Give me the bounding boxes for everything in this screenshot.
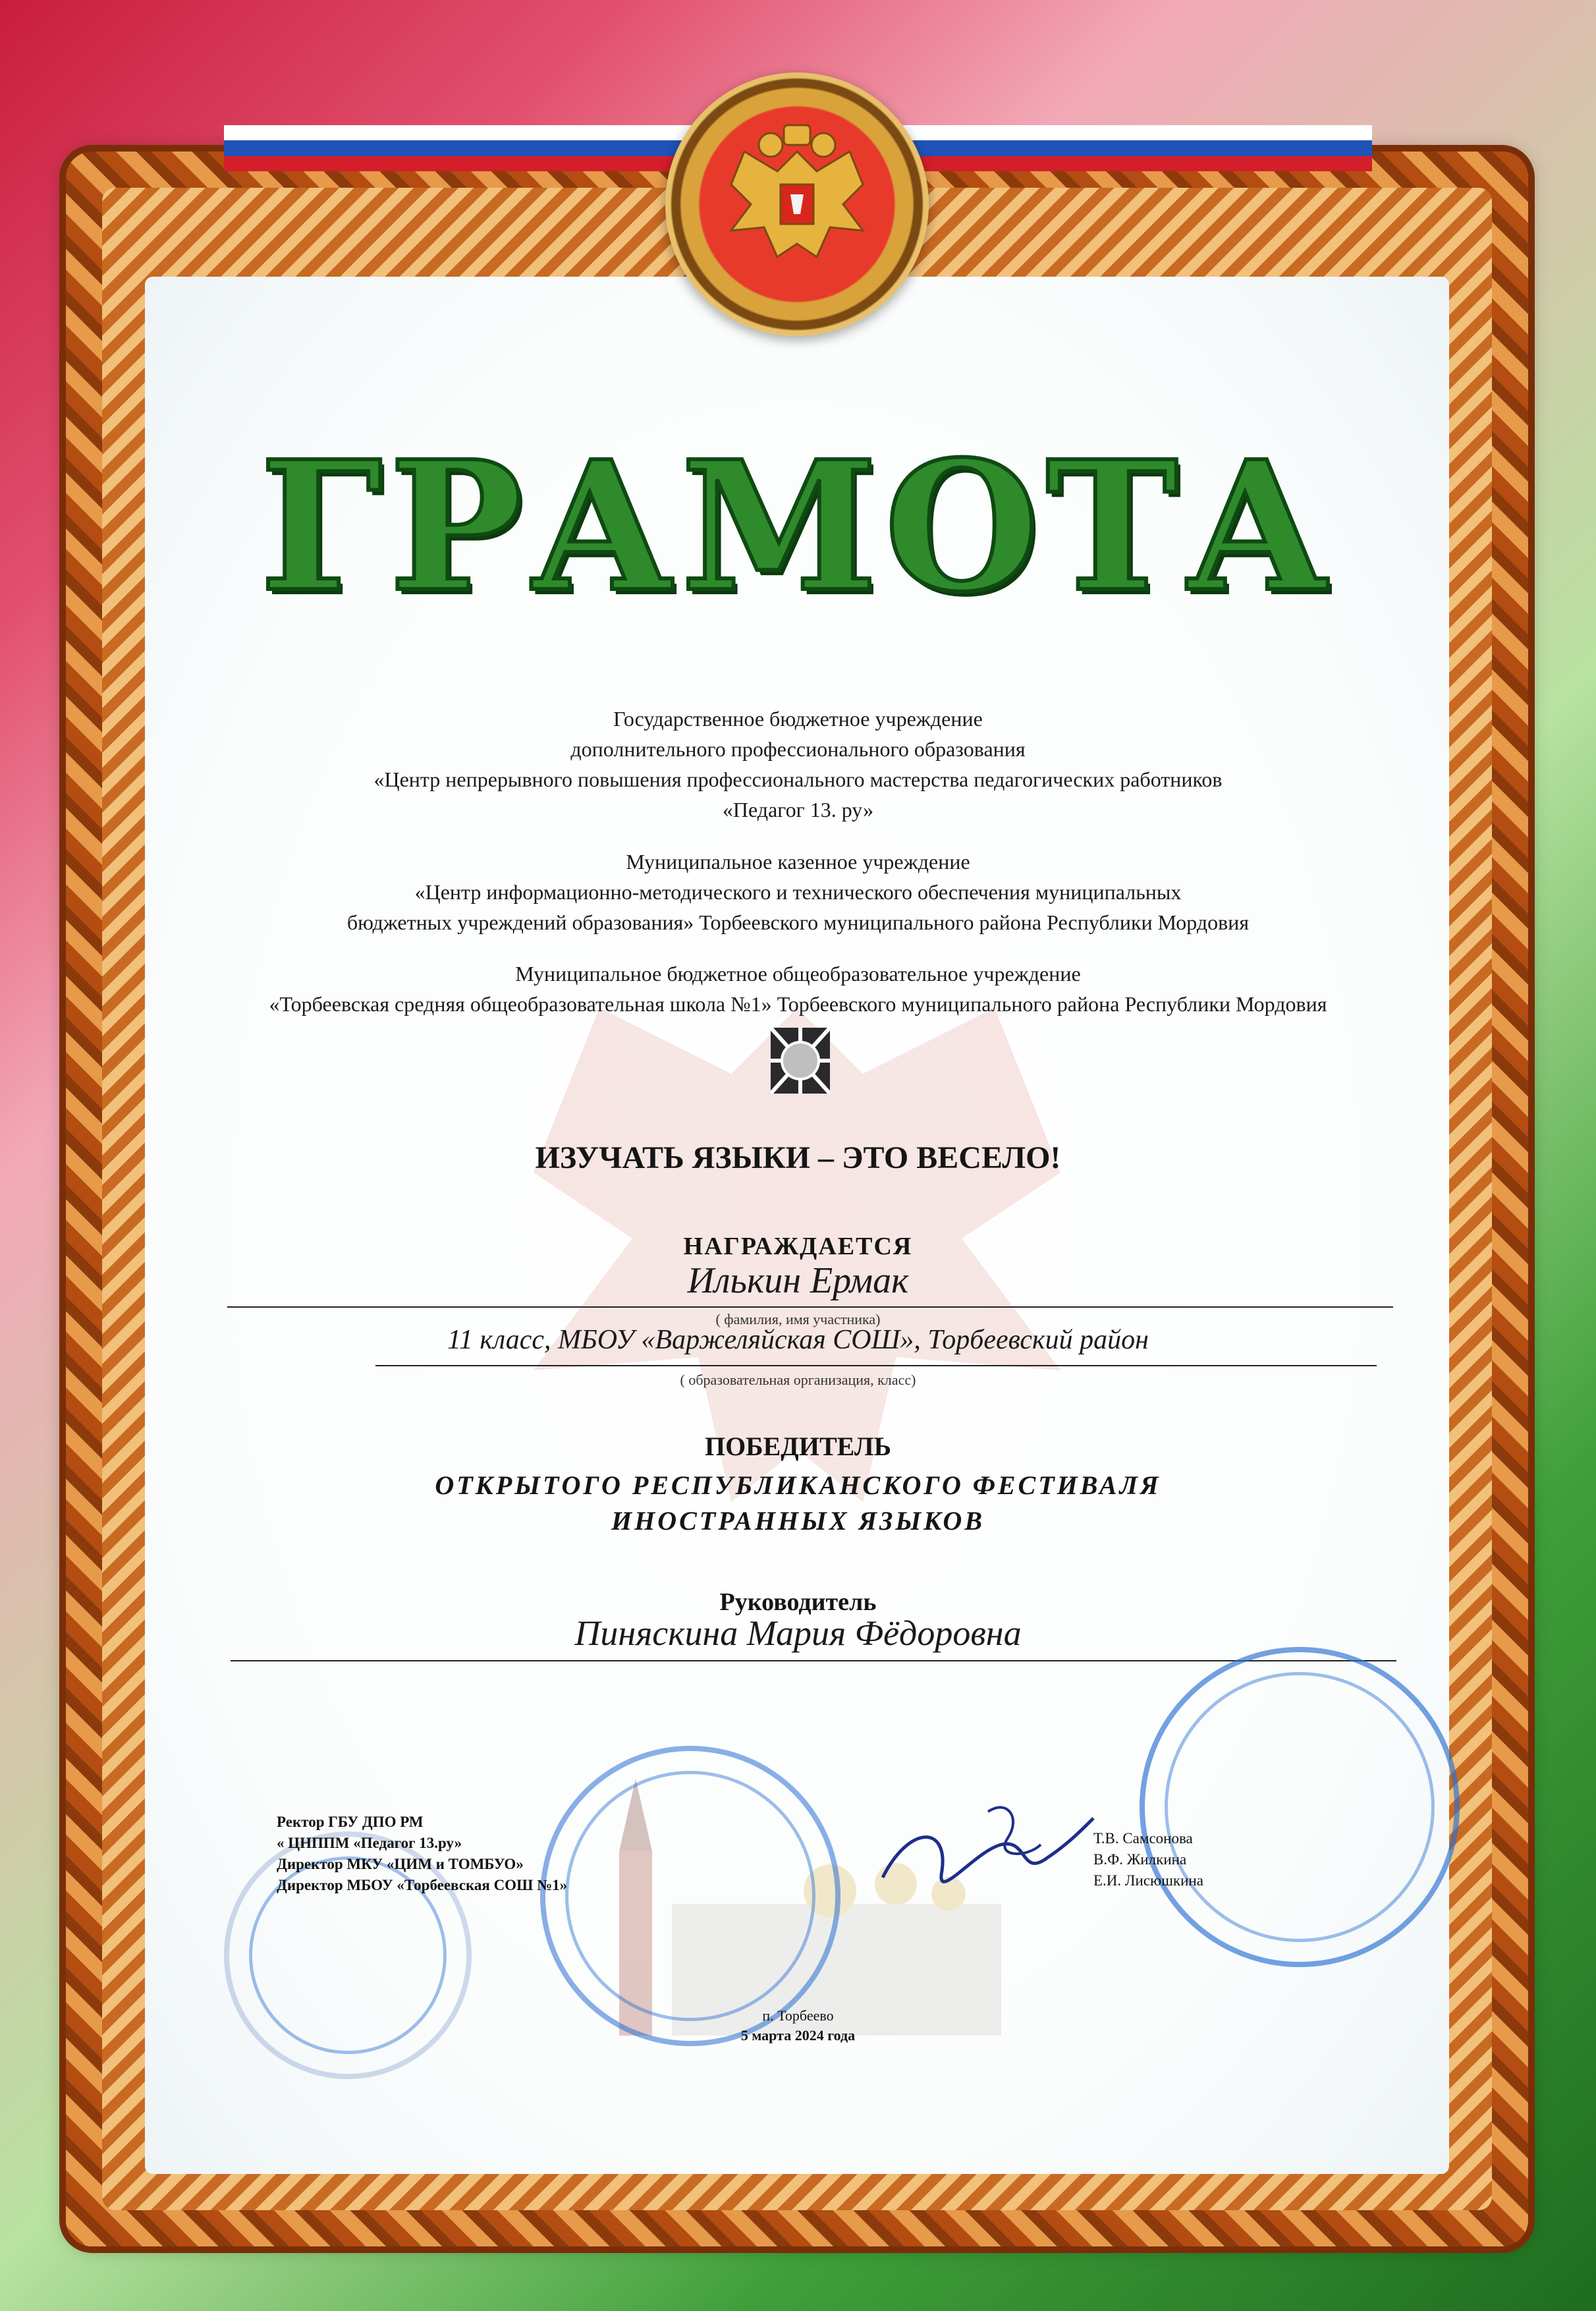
award-title: ПОБЕДИТЕЛЬ: [704, 1432, 892, 1461]
participant-underline: [227, 1306, 1393, 1308]
school-info: 11 класс, МБОУ «Варжеляйская СОШ», Торбеевский район: [447, 1325, 1149, 1355]
russian-flag-ribbon-right: [891, 125, 1372, 171]
participant-caption: ( фамилия, имя участника): [715, 1311, 881, 1327]
coat-of-arms-emblem: [665, 72, 929, 336]
awarded-label: НАГРАЖДАЕТСЯ: [683, 1233, 913, 1260]
signatory-names: Т.В. Самсонова В.Ф. Жилкина Е.И. Лисюшкина: [1093, 1830, 1203, 1889]
school-logo-icon: [771, 1028, 830, 1094]
award-event-line-2: ИНОСТРАННЫХ ЯЗЫКОВ: [611, 1506, 985, 1536]
participant-name: Илькин Ермак: [687, 1260, 909, 1301]
supervisor-underline: [231, 1660, 1396, 1661]
organization-block-1: Государственное бюджетное учреждение дополнительного профессионального образования «Центр непрерывного повышения профессионального мастерства педагогических работников «Педагог 13. ру»: [373, 707, 1223, 821]
organization-block-2: Муниципальное казенное учреждение «Центр информационно-методического и технического обеспечения муниципальных бюджетных учреждений образования» Торбеевского муниципального района Республики Мордовия: [346, 850, 1250, 934]
signatory-positions: Ректор ГБУ ДПО РМ « ЦНППМ «Педагог 13.ру» Директор МКУ «ЦИМ и ТОМБУО» Директор МБОУ «Торбеевская СОШ №1»: [277, 1814, 568, 1893]
double-headed-eagle-icon: [665, 72, 929, 336]
certificate-title: ГРАМОТА: [260, 422, 1336, 631]
award-event-line-1: ОТКРЫТОГО РЕСПУБЛИКАНСКОГО ФЕСТИВАЛЯ: [435, 1470, 1161, 1500]
supervisor-name: Пиняскина Мария Фёдоровна: [574, 1613, 1022, 1653]
place-and-date: п. Торбеево 5 марта 2024 года: [740, 2007, 856, 2044]
school-underline: [375, 1365, 1377, 1366]
supervisor-label: Руководитель: [719, 1588, 877, 1616]
organization-block-3: Муниципальное бюджетное общеобразовательное учреждение «Торбеевская средняя общеобразовательная школа №1» Торбеевского муниципального района Республики Мордовия: [269, 962, 1327, 1016]
festival-name: ИЗУЧАТЬ ЯЗЫКИ – ЭТО ВЕСЕЛО!: [535, 1140, 1061, 1175]
russian-flag-ribbon-left: [224, 125, 705, 171]
signature-mark: [869, 1772, 1107, 1917]
round-stamp-center: [1140, 1647, 1460, 1967]
school-caption: ( образовательная организация, класс): [680, 1372, 916, 1388]
